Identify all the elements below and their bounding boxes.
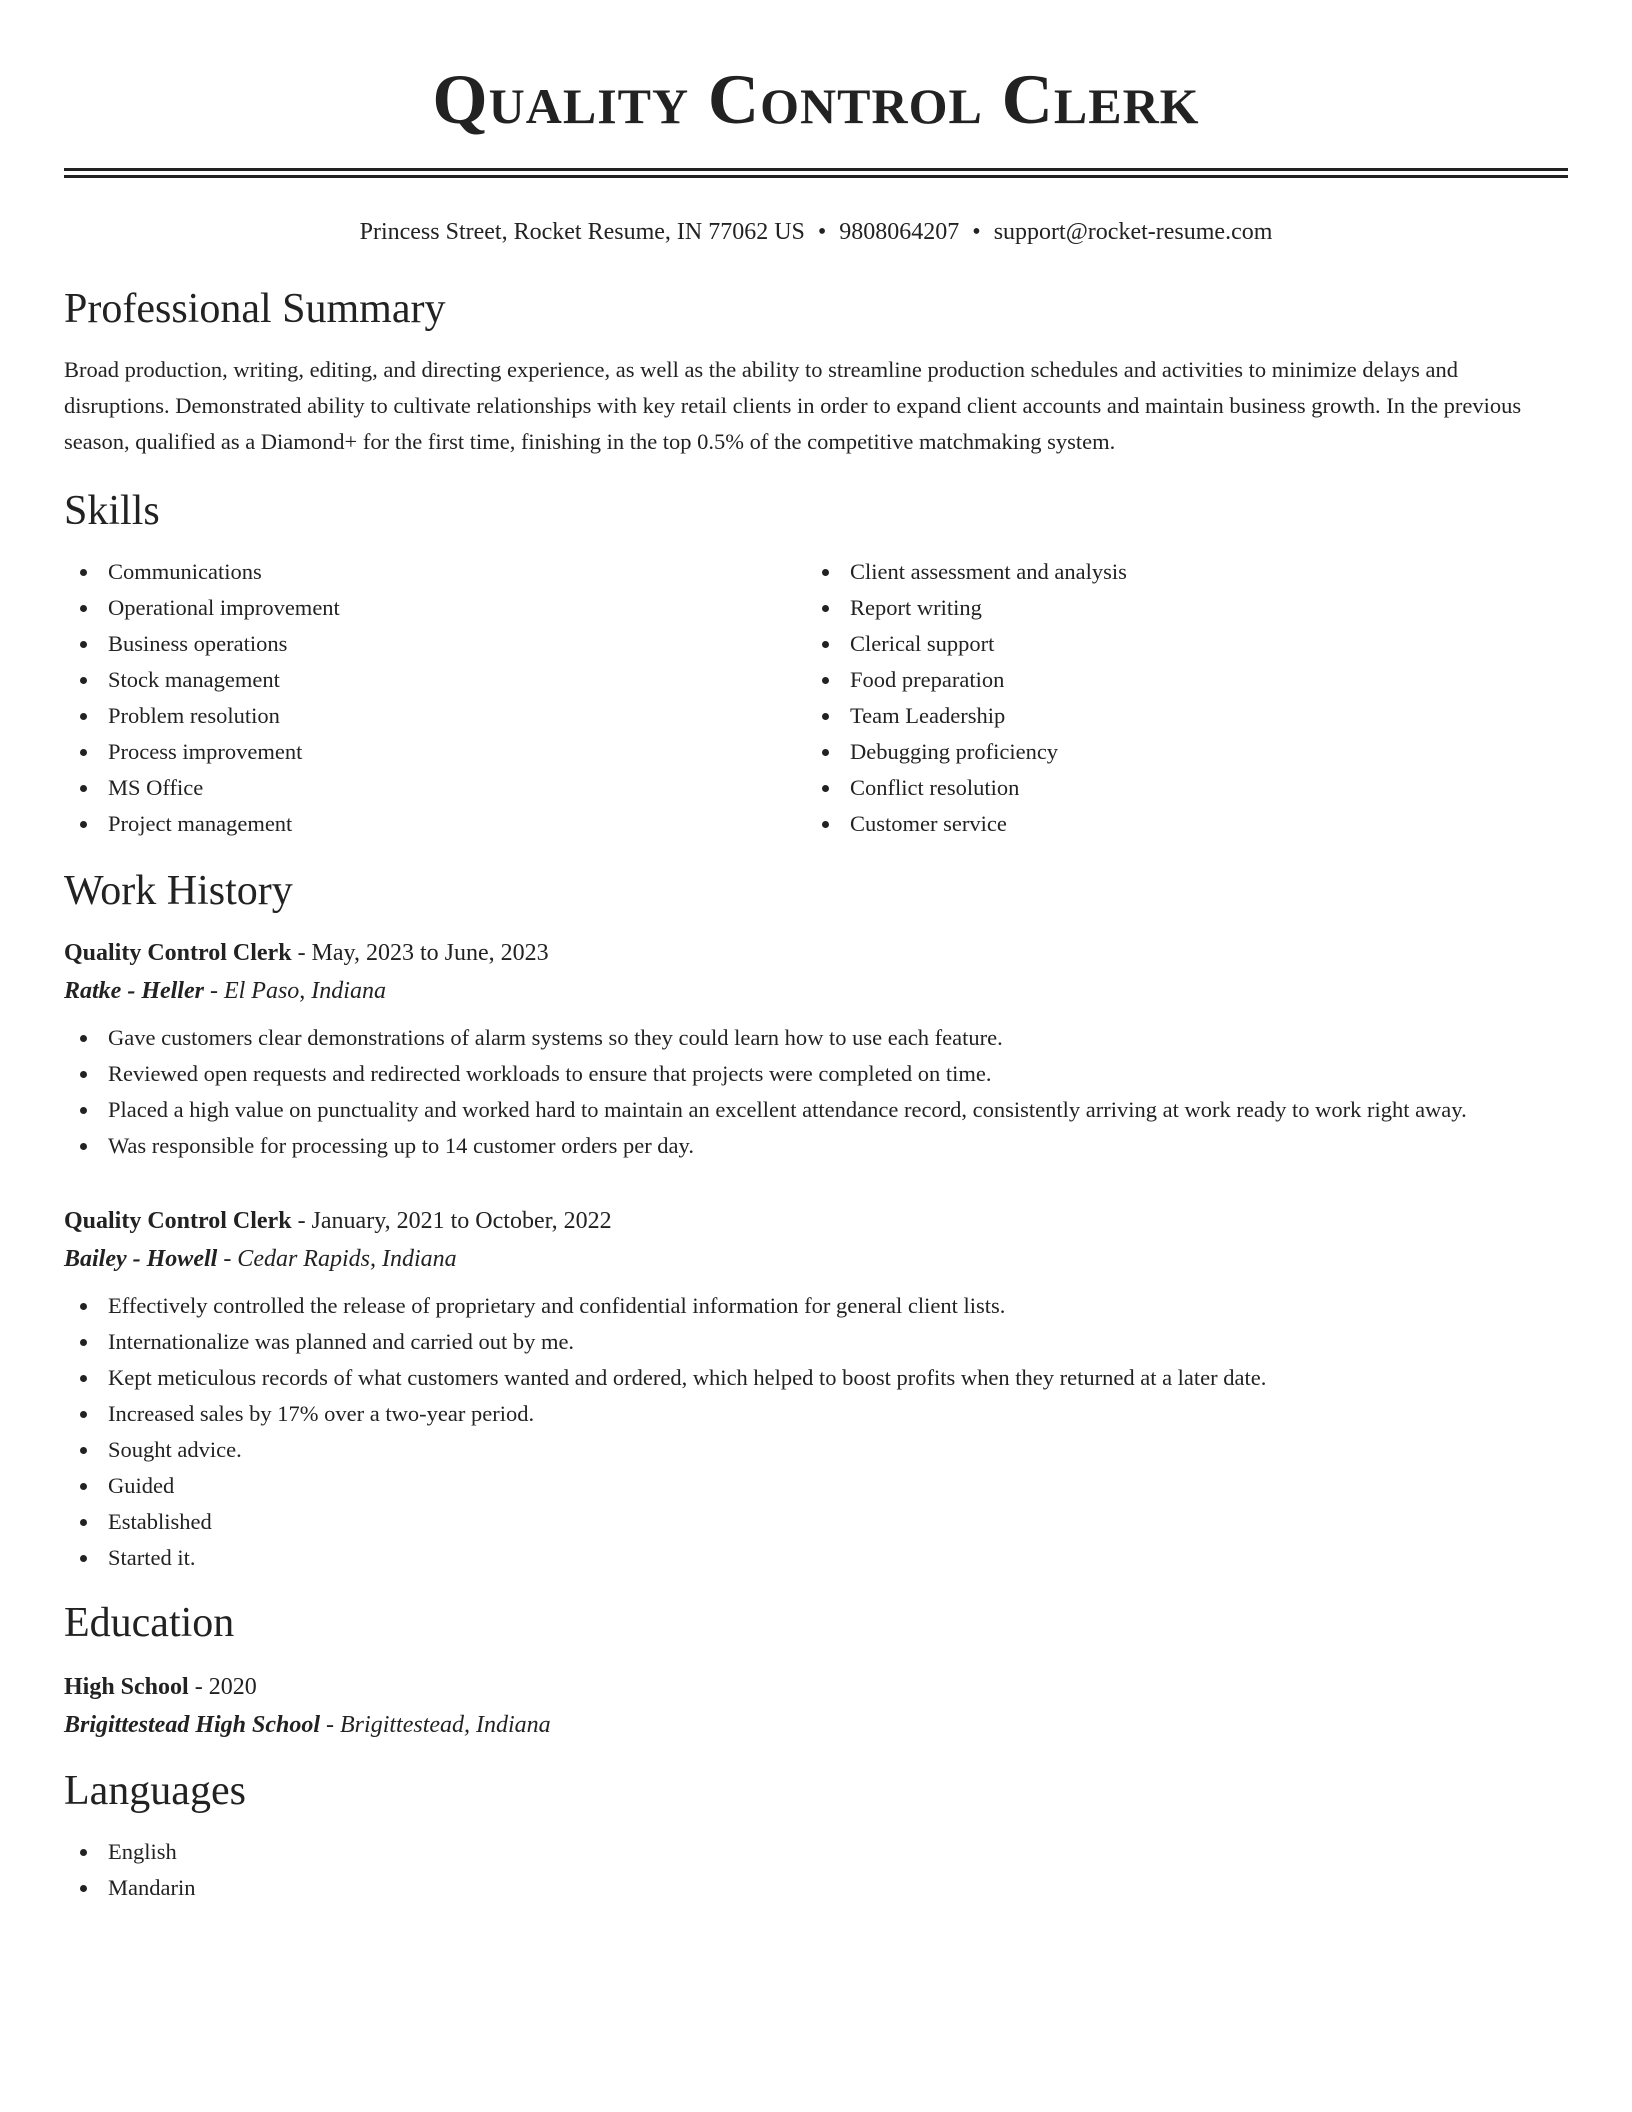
education-year: - 2020 bbox=[194, 1674, 257, 1700]
skill-item: Conflict resolution bbox=[806, 770, 1548, 806]
contact-phone[interactable]: 9808064207 bbox=[839, 219, 960, 245]
job-duty: Kept meticulous records of what customers wanted and ordered, which helped to boost profits when they returned at a later date. bbox=[64, 1360, 1568, 1396]
job-duty: Reviewed open requests and redirected workloads to ensure that projects were completed on time. bbox=[64, 1056, 1568, 1092]
skill-item: MS Office bbox=[64, 770, 806, 806]
skill-item: Business operations bbox=[64, 626, 806, 662]
job-dates: - January, 2021 to October, 2022 bbox=[297, 1208, 612, 1234]
resume-name-title: Quality Control Clerk bbox=[432, 61, 1200, 139]
job-duty: Guided bbox=[64, 1468, 1568, 1504]
skill-item: Report writing bbox=[806, 590, 1548, 626]
job-header bbox=[64, 1202, 1568, 1240]
job-role: Quality Control Clerk bbox=[64, 1208, 292, 1234]
skill-item: Process improvement bbox=[64, 734, 806, 770]
job-location: - Cedar Rapids, Indiana bbox=[223, 1246, 457, 1272]
job-company-line bbox=[64, 972, 1568, 1010]
language-item: English bbox=[64, 1834, 1568, 1870]
summary-heading: Professional Summary bbox=[64, 286, 446, 332]
contact-separator: • bbox=[817, 219, 827, 245]
skill-item: Problem resolution bbox=[64, 698, 806, 734]
job-duty: Increased sales by 17% over a two-year period. bbox=[64, 1396, 1568, 1432]
education-school-line bbox=[64, 1706, 1568, 1744]
education-degree-line bbox=[64, 1668, 1568, 1706]
skill-item: Communications bbox=[64, 554, 806, 590]
education-location: - Brigittestead, Indiana bbox=[326, 1712, 551, 1738]
job-company: Bailey - Howell bbox=[64, 1246, 218, 1272]
language-item: Mandarin bbox=[64, 1870, 1568, 1906]
skills-heading: Skills bbox=[64, 488, 160, 534]
languages-list bbox=[64, 1834, 1568, 1906]
education-heading: Education bbox=[64, 1600, 235, 1646]
education-entry bbox=[64, 1668, 1568, 1744]
skill-item: Clerical support bbox=[806, 626, 1548, 662]
job-duties-list bbox=[64, 1020, 1568, 1164]
job-location: - El Paso, Indiana bbox=[209, 978, 386, 1004]
skill-item: Project management bbox=[64, 806, 806, 842]
job-dates: - May, 2023 to June, 2023 bbox=[297, 940, 549, 966]
job-company: Ratke - Heller bbox=[64, 978, 204, 1004]
job-duty: Internationalize was planned and carried out by me. bbox=[64, 1324, 1568, 1360]
job-company-line bbox=[64, 1240, 1568, 1278]
job-entry bbox=[64, 1202, 1568, 1576]
job-header bbox=[64, 934, 1568, 972]
contact-address: Princess Street, Rocket Resume, IN 77062 US bbox=[359, 219, 805, 245]
skill-item: Team Leadership bbox=[806, 698, 1548, 734]
skill-item: Customer service bbox=[806, 806, 1548, 842]
skill-item: Operational improvement bbox=[64, 590, 806, 626]
skill-item: Debugging proficiency bbox=[806, 734, 1548, 770]
contact-line bbox=[64, 214, 1568, 250]
education-degree: High School bbox=[64, 1674, 189, 1700]
contact-email[interactable]: support@rocket-resume.com bbox=[993, 219, 1273, 245]
education-school: Brigittestead High School bbox=[64, 1712, 321, 1738]
job-duty: Effectively controlled the release of proprietary and confidential information for general client lists. bbox=[64, 1288, 1568, 1324]
skill-item: Stock management bbox=[64, 662, 806, 698]
skills-grid bbox=[64, 554, 1568, 842]
job-role: Quality Control Clerk bbox=[64, 940, 292, 966]
job-duties-list bbox=[64, 1288, 1568, 1576]
skill-item: Client assessment and analysis bbox=[806, 554, 1548, 590]
job-duty: Established bbox=[64, 1504, 1568, 1540]
skill-item: Food preparation bbox=[806, 662, 1548, 698]
job-duty: Sought advice. bbox=[64, 1432, 1568, 1468]
job-duty: Gave customers clear demonstrations of alarm systems so they could learn how to use each feature. bbox=[64, 1020, 1568, 1056]
header-divider bbox=[64, 168, 1568, 178]
job-duty: Was responsible for processing up to 14 customer orders per day. bbox=[64, 1128, 1568, 1164]
summary-text: Broad production, writing, editing, and directing experience, as well as the ability to streamline production schedules and activities to minimize delays and disruptions. Demonstrated ability to cultivate relationships with key retail clients in order to expand client accounts and maintain business growth. In the previous season, qualified as a Diamond+ for the first time, finishing in the top 0.5% of the competitive matchmaking system. bbox=[64, 357, 1522, 454]
languages-heading: Languages bbox=[64, 1768, 246, 1814]
contact-separator: • bbox=[972, 219, 981, 245]
job-duty: Placed a high value on punctuality and worked hard to maintain an excellent attendance record, consistently arriving at work ready to work right away. bbox=[64, 1092, 1568, 1128]
skills-list-right bbox=[806, 554, 1548, 842]
skills-list-left bbox=[64, 554, 806, 842]
job-entry bbox=[64, 934, 1568, 1164]
job-duty: Started it. bbox=[64, 1540, 1568, 1576]
work-history-heading: Work History bbox=[64, 868, 293, 914]
